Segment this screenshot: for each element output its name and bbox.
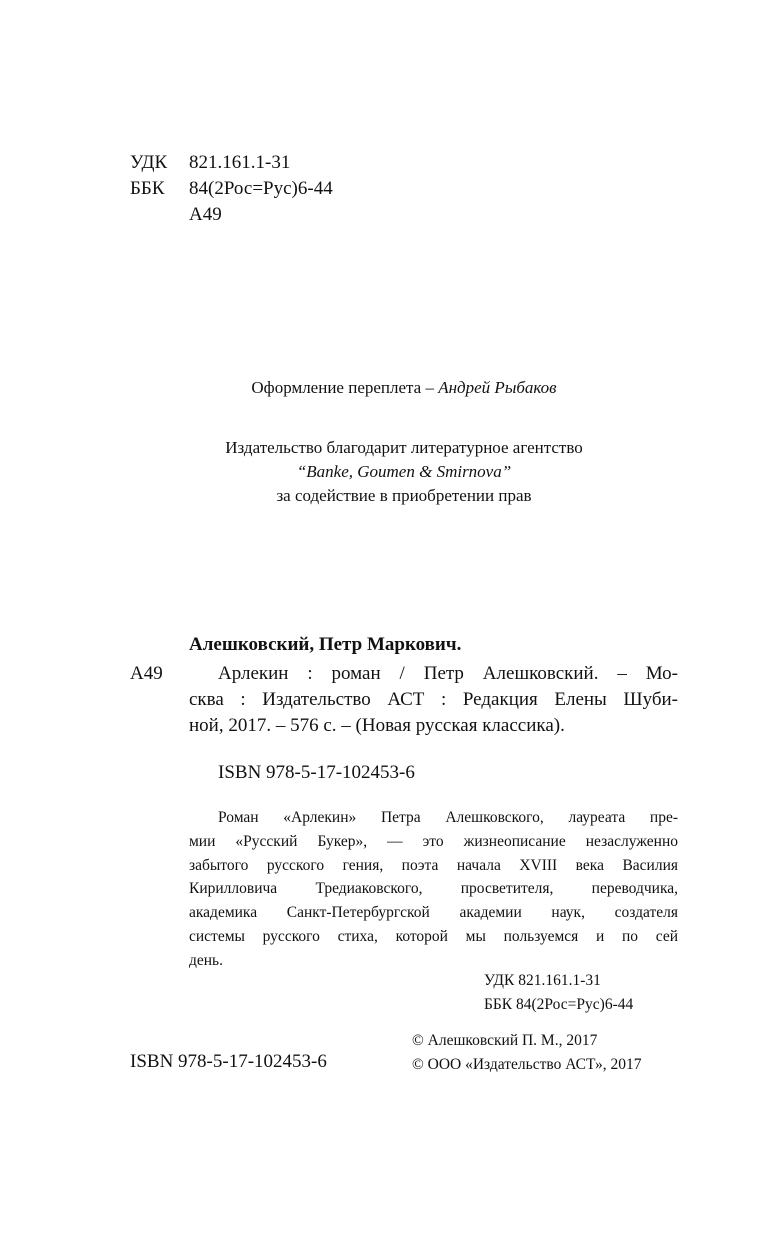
annotation-line-3: забытого русского гения, поэта начала XVIII века Василия xyxy=(189,857,678,874)
copyright-publisher: © ООО «Издательство АСТ», 2017 xyxy=(412,1056,642,1073)
cover-design-prefix: Оформление переплета – xyxy=(251,378,439,397)
catalog-desc-line-2: сква : Издательство АСТ : Редакция Елены Шуби- xyxy=(189,689,678,710)
catalog-desc-line-1: Арлекин : роман / Петр Алешковский. – Мо- xyxy=(218,663,678,684)
annotation-udk: УДК 821.161.1-31 xyxy=(484,972,601,989)
thanks-line-3: за содействие в приобретении прав xyxy=(276,486,532,505)
catalog-mark: А49 xyxy=(130,663,163,684)
udk-label: УДК xyxy=(130,152,168,173)
bbk-label: ББК xyxy=(130,178,165,199)
annotation-line-5: академика Санкт-Петербургской академии наук, создателя xyxy=(189,904,678,921)
annotation-last-line: день. xyxy=(189,952,224,969)
annotation-line-2: мии «Русский Букер», — это жизнеописание незаслуженно xyxy=(189,833,678,850)
catalog-isbn: ISBN 978-5-17-102453-6 xyxy=(218,762,415,783)
footer-isbn: ISBN 978-5-17-102453-6 xyxy=(130,1051,327,1072)
udk-value: 821.161.1-31 xyxy=(189,152,291,173)
author-mark: А49 xyxy=(189,204,222,225)
thanks-line-1: Издательство благодарит литературное агентство xyxy=(225,438,583,457)
annotation-line-1: Роман «Арлекин» Петра Алешковского, лауреата пре- xyxy=(218,809,678,826)
catalog-desc-line-3: ной, 2017. – 576 с. – (Новая русская классика). xyxy=(189,715,565,736)
bbk-value: 84(2Рос=Рус)6-44 xyxy=(189,178,333,199)
agency-name: “Banke, Goumen & Smirnova” xyxy=(296,462,512,481)
catalog-heading: Алешковский, Петр Маркович. xyxy=(189,634,462,655)
annotation-line-4: Кирилловича Тредиаковского, просветителя, переводчика, xyxy=(189,880,678,897)
annotation-line-6: системы русского стиха, которой мы пользуемся и по сей xyxy=(189,928,678,945)
annotation-bbk: ББК 84(2Рос=Рус)6-44 xyxy=(484,996,634,1013)
cover-designer: Андрей Рыбаков xyxy=(438,378,557,397)
cover-design-credit xyxy=(130,376,678,400)
copyright-author: © Алешковский П. М., 2017 xyxy=(412,1032,598,1049)
